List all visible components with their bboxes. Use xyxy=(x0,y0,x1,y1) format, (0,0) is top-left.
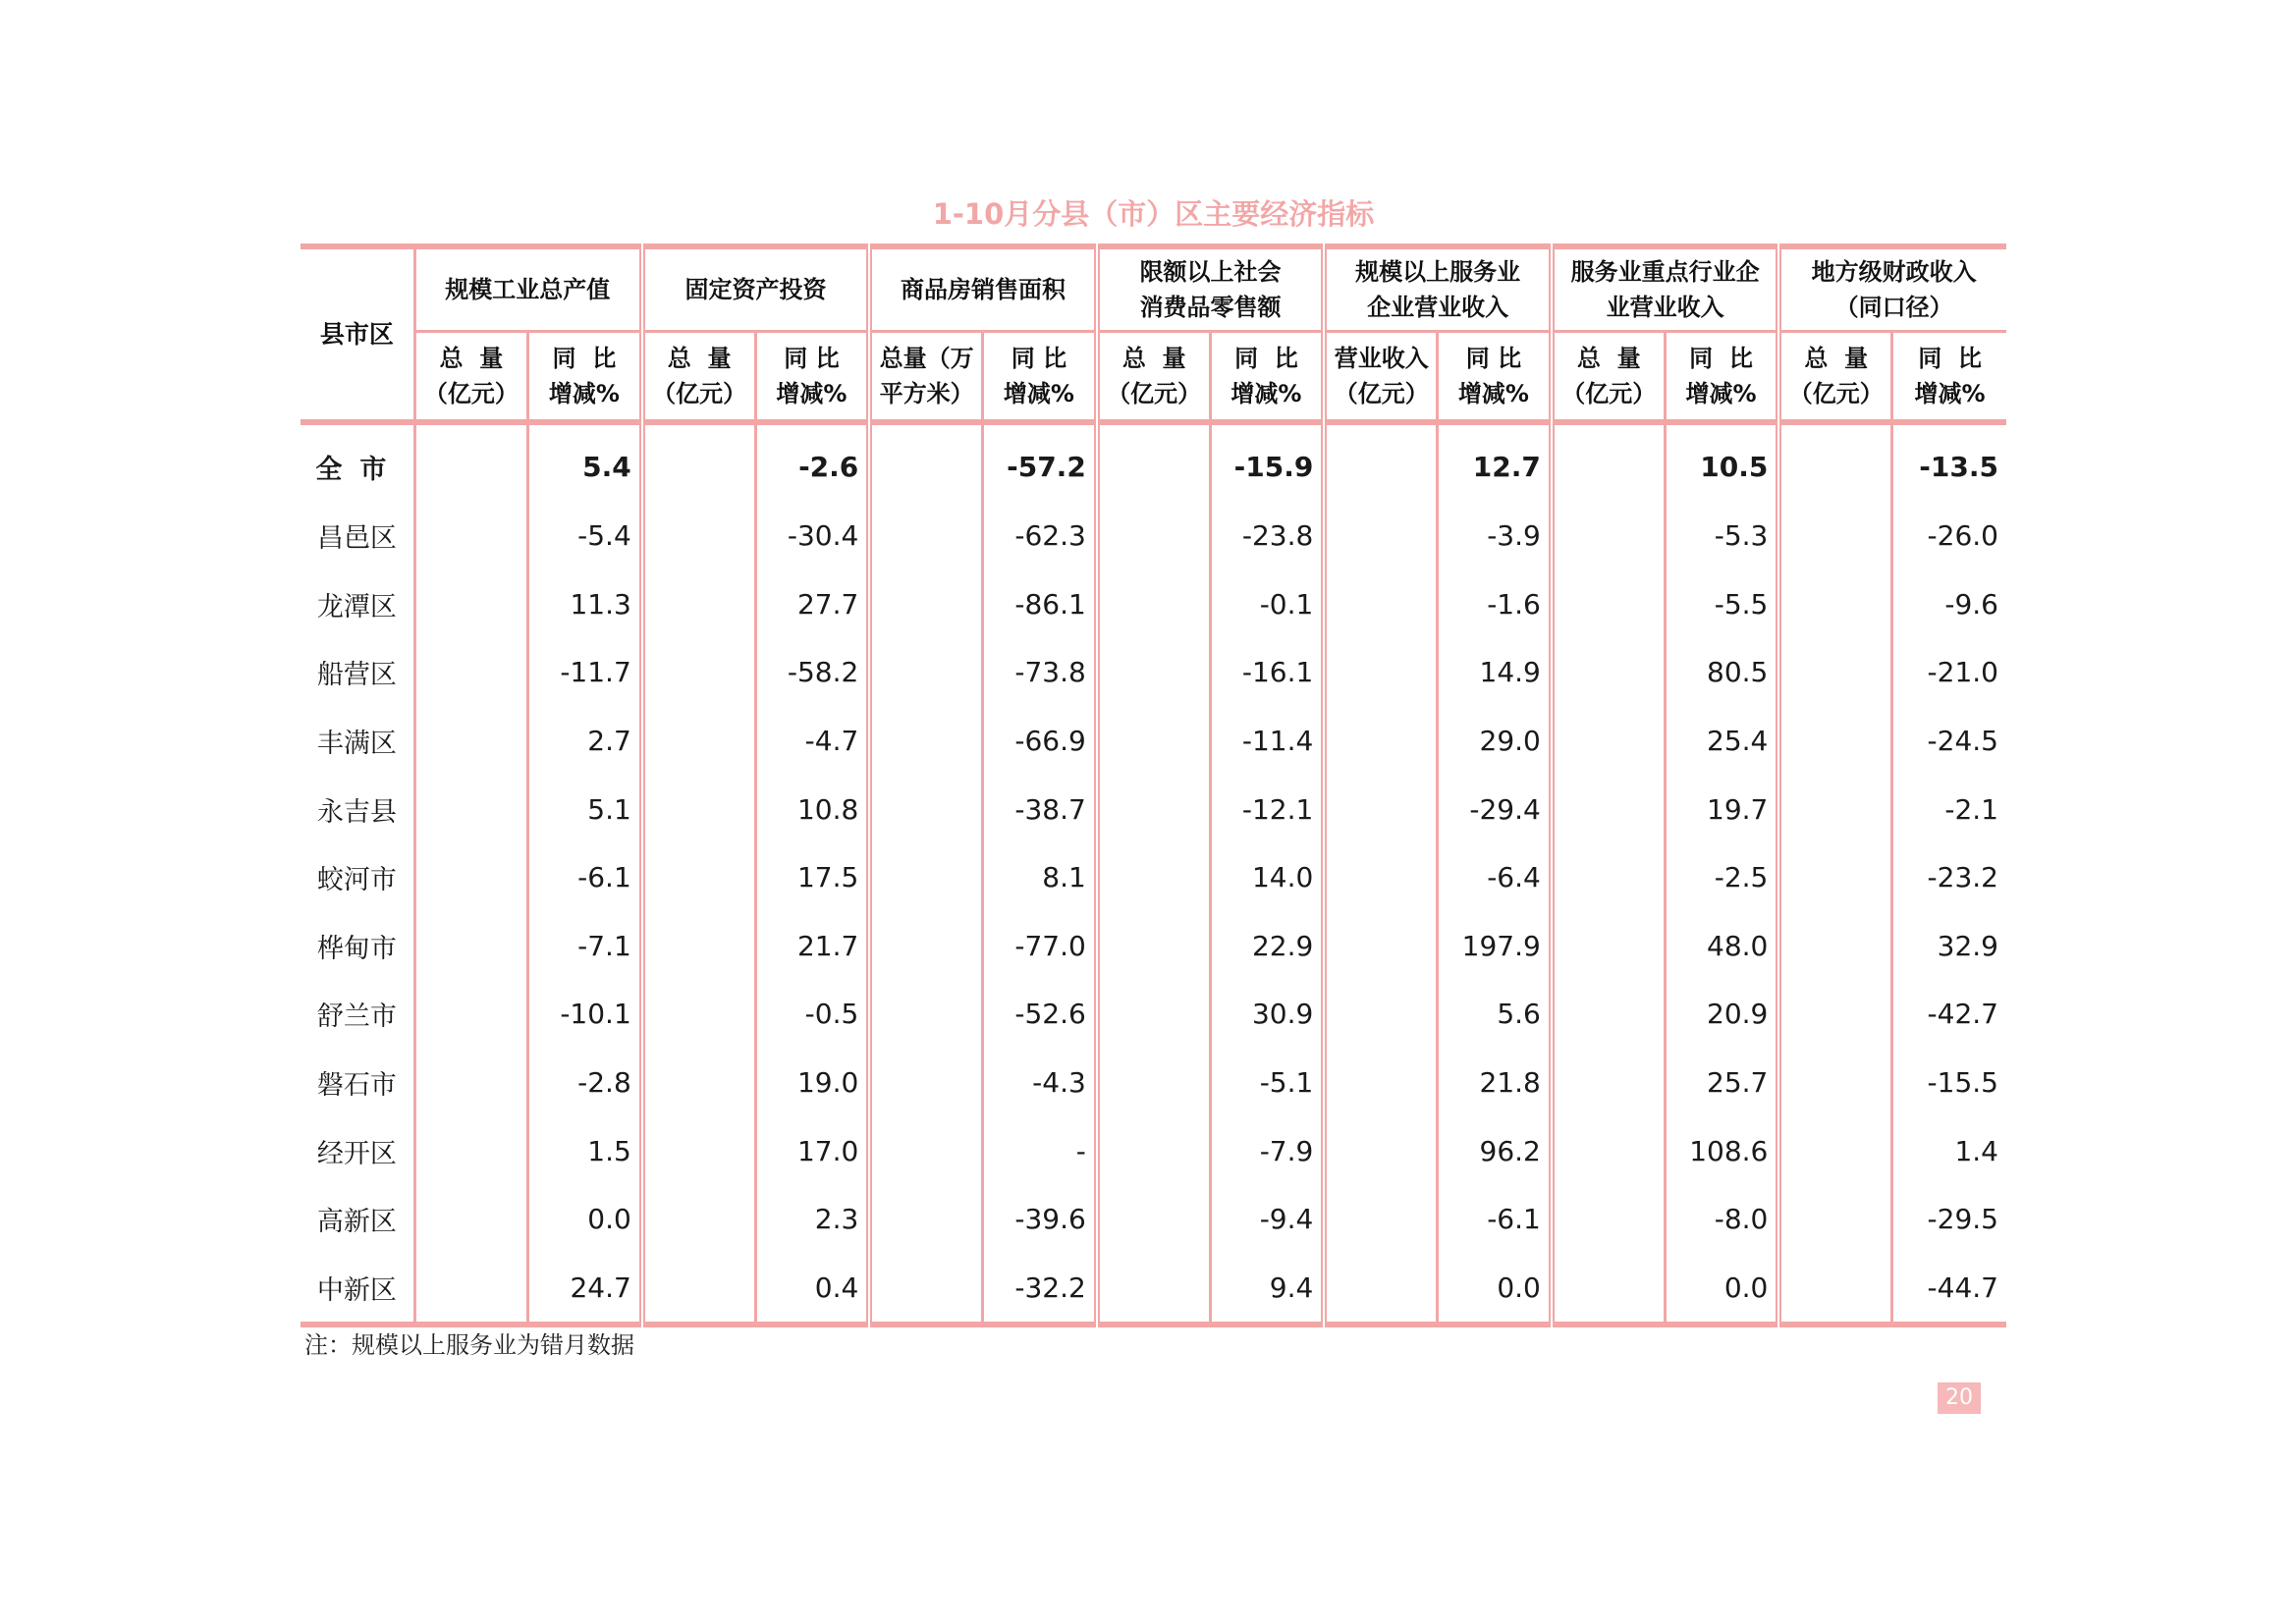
column-group-fiscal-revenue: 地方级财政收入 （同口径） xyxy=(1778,246,2006,332)
page-title: 1-10月分县（市）区主要经济指标 xyxy=(932,197,1375,231)
region-name: 高新区 xyxy=(316,1207,397,1238)
cell-key-service-revenue-total xyxy=(1552,980,1665,1049)
region-name: 龙潭区 xyxy=(316,591,397,622)
subheader-total: 总量（万 平方米） xyxy=(869,332,982,423)
cell-fixed-asset-investment-yoy: 17.0 xyxy=(755,1116,869,1185)
table-row xyxy=(301,422,2006,502)
cell-fixed-asset-investment-total xyxy=(642,1049,755,1117)
cell-fixed-asset-investment-total xyxy=(642,707,755,776)
cell-housing-sales-area-total xyxy=(869,980,982,1049)
cell-retail-sales-total xyxy=(1097,1254,1210,1325)
cell-service-revenue-total xyxy=(1324,1116,1437,1185)
cell-industrial-output-total xyxy=(414,502,527,570)
cell-retail-sales-yoy: 22.9 xyxy=(1210,912,1324,981)
cell-fiscal-revenue-yoy: 1.4 xyxy=(1892,1116,2006,1185)
cell-key-service-revenue-yoy: 20.9 xyxy=(1665,980,1778,1049)
cell-key-service-revenue-total xyxy=(1552,638,1665,707)
cell-service-revenue-yoy: -6.4 xyxy=(1438,843,1552,912)
cell-service-revenue-yoy: 21.8 xyxy=(1438,1049,1552,1117)
cell-retail-sales-total xyxy=(1097,775,1210,843)
subheader-yoy: 同 比 增减% xyxy=(1665,332,1778,423)
region-name: 蛟河市 xyxy=(316,865,397,896)
cell-retail-sales-total xyxy=(1097,980,1210,1049)
cell-service-revenue-total xyxy=(1324,1185,1437,1254)
cell-key-service-revenue-yoy: -5.5 xyxy=(1665,570,1778,639)
cell-housing-sales-area-yoy: -32.2 xyxy=(983,1254,1097,1325)
cell-retail-sales-yoy: -15.9 xyxy=(1210,422,1324,502)
subheader-total: 营业收入 （亿元） xyxy=(1324,332,1437,423)
cell-retail-sales-total xyxy=(1097,912,1210,981)
cell-key-service-revenue-total xyxy=(1552,843,1665,912)
cell-fixed-asset-investment-yoy: 19.0 xyxy=(755,1049,869,1117)
cell-industrial-output-yoy: 1.5 xyxy=(528,1116,642,1185)
cell-fiscal-revenue-yoy: -24.5 xyxy=(1892,707,2006,776)
cell-industrial-output-yoy: 24.7 xyxy=(528,1254,642,1325)
header-row-groups xyxy=(301,246,2006,332)
cell-key-service-revenue-yoy: 19.7 xyxy=(1665,775,1778,843)
cell-fixed-asset-investment-total xyxy=(642,1185,755,1254)
cell-service-revenue-total xyxy=(1324,570,1437,639)
region-name: 经开区 xyxy=(316,1138,397,1169)
cell-service-revenue-yoy: 14.9 xyxy=(1438,638,1552,707)
cell-fiscal-revenue-yoy: 32.9 xyxy=(1892,912,2006,981)
cell-service-revenue-total xyxy=(1324,775,1437,843)
cell-fixed-asset-investment-total xyxy=(642,422,755,502)
cell-fiscal-revenue-total xyxy=(1778,1185,1891,1254)
cell-key-service-revenue-total xyxy=(1552,775,1665,843)
cell-industrial-output-yoy: 0.0 xyxy=(528,1185,642,1254)
cell-service-revenue-total xyxy=(1324,980,1437,1049)
cell-service-revenue-yoy: 12.7 xyxy=(1438,422,1552,502)
cell-service-revenue-yoy: 29.0 xyxy=(1438,707,1552,776)
cell-fixed-asset-investment-yoy: -2.6 xyxy=(755,422,869,502)
cell-service-revenue-yoy: -29.4 xyxy=(1438,775,1552,843)
column-group-housing-sales-area: 商品房销售面积 xyxy=(869,246,1097,332)
cell-key-service-revenue-yoy: -8.0 xyxy=(1665,1185,1778,1254)
cell-fixed-asset-investment-yoy: -4.7 xyxy=(755,707,869,776)
cell-key-service-revenue-total xyxy=(1552,1049,1665,1117)
table-row xyxy=(301,707,2006,776)
cell-fixed-asset-investment-yoy: 17.5 xyxy=(755,843,869,912)
cell-retail-sales-yoy: -5.1 xyxy=(1210,1049,1324,1117)
cell-fixed-asset-investment-yoy: 10.8 xyxy=(755,775,869,843)
cell-housing-sales-area-total xyxy=(869,1185,982,1254)
cell-key-service-revenue-total xyxy=(1552,570,1665,639)
cell-fixed-asset-investment-yoy: 0.4 xyxy=(755,1254,869,1325)
cell-retail-sales-total xyxy=(1097,1116,1210,1185)
cell-housing-sales-area-total xyxy=(869,843,982,912)
cell-retail-sales-total xyxy=(1097,638,1210,707)
cell-housing-sales-area-yoy: -66.9 xyxy=(983,707,1097,776)
cell-industrial-output-total xyxy=(414,1116,527,1185)
cell-key-service-revenue-yoy: 0.0 xyxy=(1665,1254,1778,1325)
cell-fiscal-revenue-yoy: -29.5 xyxy=(1892,1185,2006,1254)
cell-retail-sales-yoy: -23.8 xyxy=(1210,502,1324,570)
cell-fiscal-revenue-total xyxy=(1778,775,1891,843)
cell-fiscal-revenue-yoy: -21.0 xyxy=(1892,638,2006,707)
region-name: 桦甸市 xyxy=(316,933,397,964)
cell-housing-sales-area-total xyxy=(869,707,982,776)
cell-fiscal-revenue-total xyxy=(1778,422,1891,502)
cell-industrial-output-yoy: 5.4 xyxy=(528,422,642,502)
cell-housing-sales-area-total xyxy=(869,570,982,639)
cell-key-service-revenue-total xyxy=(1552,422,1665,502)
cell-retail-sales-yoy: -16.1 xyxy=(1210,638,1324,707)
table-row xyxy=(301,570,2006,639)
region-name: 昌邑区 xyxy=(316,523,397,555)
column-group-key-service-revenue: 服务业重点行业企 业营业收入 xyxy=(1552,246,1779,332)
cell-fiscal-revenue-yoy: -15.5 xyxy=(1892,1049,2006,1117)
cell-industrial-output-total xyxy=(414,707,527,776)
cell-key-service-revenue-total xyxy=(1552,912,1665,981)
cell-fiscal-revenue-yoy: -26.0 xyxy=(1892,502,2006,570)
cell-retail-sales-total xyxy=(1097,502,1210,570)
table-row xyxy=(301,980,2006,1049)
cell-key-service-revenue-yoy: -5.3 xyxy=(1665,502,1778,570)
column-group-industrial-output: 规模工业总产值 xyxy=(414,246,642,332)
cell-fiscal-revenue-total xyxy=(1778,843,1891,912)
table-row xyxy=(301,912,2006,981)
cell-key-service-revenue-total xyxy=(1552,1116,1665,1185)
cell-service-revenue-yoy: 96.2 xyxy=(1438,1116,1552,1185)
cell-housing-sales-area-total xyxy=(869,775,982,843)
cell-housing-sales-area-total xyxy=(869,502,982,570)
cell-housing-sales-area-total xyxy=(869,1116,982,1185)
cell-fixed-asset-investment-yoy: 21.7 xyxy=(755,912,869,981)
cell-retail-sales-total xyxy=(1097,707,1210,776)
cell-service-revenue-yoy: 5.6 xyxy=(1438,980,1552,1049)
cell-retail-sales-yoy: 9.4 xyxy=(1210,1254,1324,1325)
cell-service-revenue-total xyxy=(1324,422,1437,502)
cell-key-service-revenue-yoy: 80.5 xyxy=(1665,638,1778,707)
cell-service-revenue-total xyxy=(1324,843,1437,912)
cell-fixed-asset-investment-total xyxy=(642,775,755,843)
cell-fiscal-revenue-total xyxy=(1778,502,1891,570)
cell-fixed-asset-investment-total xyxy=(642,1116,755,1185)
cell-housing-sales-area-yoy: -77.0 xyxy=(983,912,1097,981)
column-group-retail-sales: 限额以上社会 消费品零售额 xyxy=(1097,246,1325,332)
cell-service-revenue-total xyxy=(1324,707,1437,776)
cell-service-revenue-total xyxy=(1324,638,1437,707)
cell-industrial-output-yoy: -5.4 xyxy=(528,502,642,570)
subheader-total: 总 量 （亿元） xyxy=(1097,332,1210,423)
cell-industrial-output-yoy: 5.1 xyxy=(528,775,642,843)
cell-key-service-revenue-yoy: 25.7 xyxy=(1665,1049,1778,1117)
cell-housing-sales-area-yoy: -39.6 xyxy=(983,1185,1097,1254)
cell-retail-sales-yoy: 30.9 xyxy=(1210,980,1324,1049)
column-header-region: 县市区 xyxy=(301,246,414,422)
cell-retail-sales-total xyxy=(1097,1185,1210,1254)
cell-industrial-output-yoy: 2.7 xyxy=(528,707,642,776)
cell-housing-sales-area-total xyxy=(869,638,982,707)
cell-service-revenue-yoy: -1.6 xyxy=(1438,570,1552,639)
cell-industrial-output-yoy: -2.8 xyxy=(528,1049,642,1117)
cell-fixed-asset-investment-total xyxy=(642,570,755,639)
cell-industrial-output-total xyxy=(414,775,527,843)
table-row xyxy=(301,1254,2006,1325)
cell-fixed-asset-investment-total xyxy=(642,980,755,1049)
cell-retail-sales-yoy: -12.1 xyxy=(1210,775,1324,843)
cell-service-revenue-total xyxy=(1324,912,1437,981)
cell-housing-sales-area-total xyxy=(869,1049,982,1117)
cell-service-revenue-total xyxy=(1324,1254,1437,1325)
cell-key-service-revenue-total xyxy=(1552,1185,1665,1254)
cell-housing-sales-area-yoy: - xyxy=(983,1116,1097,1185)
cell-fixed-asset-investment-total xyxy=(642,843,755,912)
subheader-total: 总 量 （亿元） xyxy=(642,332,755,423)
cell-fixed-asset-investment-yoy: -58.2 xyxy=(755,638,869,707)
cell-industrial-output-total xyxy=(414,1185,527,1254)
cell-fiscal-revenue-yoy: -13.5 xyxy=(1892,422,2006,502)
cell-industrial-output-total xyxy=(414,843,527,912)
cell-housing-sales-area-yoy: -52.6 xyxy=(983,980,1097,1049)
region-name: 舒兰市 xyxy=(316,1001,397,1033)
cell-retail-sales-yoy: 14.0 xyxy=(1210,843,1324,912)
cell-retail-sales-total xyxy=(1097,570,1210,639)
table-row xyxy=(301,775,2006,843)
cell-housing-sales-area-yoy: -4.3 xyxy=(983,1049,1097,1117)
cell-fixed-asset-investment-yoy: -0.5 xyxy=(755,980,869,1049)
cell-key-service-revenue-total xyxy=(1552,707,1665,776)
region-name: 中新区 xyxy=(301,1254,414,1325)
cell-industrial-output-total xyxy=(414,638,527,707)
cell-retail-sales-yoy: -11.4 xyxy=(1210,707,1324,776)
cell-fixed-asset-investment-total xyxy=(642,912,755,981)
cell-fiscal-revenue-total xyxy=(1778,1116,1891,1185)
cell-fiscal-revenue-yoy: -2.1 xyxy=(1892,775,2006,843)
cell-service-revenue-total xyxy=(1324,1049,1437,1117)
cell-housing-sales-area-yoy: -62.3 xyxy=(983,502,1097,570)
cell-key-service-revenue-yoy: 108.6 xyxy=(1665,1116,1778,1185)
cell-housing-sales-area-yoy: 8.1 xyxy=(983,843,1097,912)
cell-industrial-output-total xyxy=(414,980,527,1049)
cell-retail-sales-total xyxy=(1097,422,1210,502)
cell-fiscal-revenue-yoy: -9.6 xyxy=(1892,570,2006,639)
table-row xyxy=(301,502,2006,570)
cell-fiscal-revenue-yoy: -44.7 xyxy=(1892,1254,2006,1325)
cell-key-service-revenue-total xyxy=(1552,1254,1665,1325)
cell-service-revenue-yoy: -3.9 xyxy=(1438,502,1552,570)
header-row-subcolumns xyxy=(301,332,2006,423)
cell-fiscal-revenue-total xyxy=(1778,638,1891,707)
cell-industrial-output-yoy: -7.1 xyxy=(528,912,642,981)
subheader-yoy: 同 比 增减% xyxy=(755,332,869,423)
cell-fiscal-revenue-total xyxy=(1778,1049,1891,1117)
footnote: 注：规模以上服务业为错月数据 xyxy=(304,1331,634,1359)
cell-industrial-output-total xyxy=(414,570,527,639)
cell-retail-sales-yoy: -0.1 xyxy=(1210,570,1324,639)
table-row xyxy=(301,1185,2006,1254)
cell-service-revenue-yoy: 197.9 xyxy=(1438,912,1552,981)
cell-fiscal-revenue-total xyxy=(1778,707,1891,776)
region-name: 丰满区 xyxy=(316,729,397,760)
cell-fiscal-revenue-total xyxy=(1778,980,1891,1049)
column-group-service-revenue: 规模以上服务业 企业营业收入 xyxy=(1324,246,1552,332)
cell-service-revenue-yoy: -6.1 xyxy=(1438,1185,1552,1254)
page-number: 20 xyxy=(1938,1382,1981,1414)
cell-key-service-revenue-total xyxy=(1552,502,1665,570)
region-name: 磐石市 xyxy=(316,1070,397,1102)
cell-retail-sales-yoy: -7.9 xyxy=(1210,1116,1324,1185)
cell-industrial-output-total xyxy=(414,422,527,502)
cell-key-service-revenue-yoy: 25.4 xyxy=(1665,707,1778,776)
cell-housing-sales-area-total xyxy=(869,1254,982,1325)
cell-fiscal-revenue-total xyxy=(1778,1254,1891,1325)
region-name: 全市 xyxy=(315,454,405,485)
cell-fiscal-revenue-total xyxy=(1778,912,1891,981)
region-name: 船营区 xyxy=(316,660,397,691)
cell-retail-sales-total xyxy=(1097,1049,1210,1117)
cell-fixed-asset-investment-yoy: -30.4 xyxy=(755,502,869,570)
cell-service-revenue-yoy: 0.0 xyxy=(1438,1254,1552,1325)
cell-fiscal-revenue-yoy: -42.7 xyxy=(1892,980,2006,1049)
cell-key-service-revenue-yoy: 48.0 xyxy=(1665,912,1778,981)
cell-industrial-output-yoy: -11.7 xyxy=(528,638,642,707)
column-group-fixed-asset-investment: 固定资产投资 xyxy=(642,246,870,332)
cell-industrial-output-total xyxy=(414,912,527,981)
cell-housing-sales-area-total xyxy=(869,422,982,502)
cell-housing-sales-area-yoy: -73.8 xyxy=(983,638,1097,707)
cell-industrial-output-total xyxy=(414,1049,527,1117)
table-row xyxy=(301,638,2006,707)
cell-fixed-asset-investment-total xyxy=(642,502,755,570)
table-body xyxy=(301,422,2006,1325)
subheader-yoy: 同 比 增减% xyxy=(1210,332,1324,423)
subheader-total: 总 量 （亿元） xyxy=(1778,332,1891,423)
cell-retail-sales-total xyxy=(1097,843,1210,912)
subheader-total: 总 量 （亿元） xyxy=(414,332,527,423)
subheader-yoy: 同 比 增减% xyxy=(1438,332,1552,423)
cell-housing-sales-area-yoy: -86.1 xyxy=(983,570,1097,639)
cell-housing-sales-area-yoy: -57.2 xyxy=(983,422,1097,502)
table-row xyxy=(301,1116,2006,1185)
cell-fixed-asset-investment-yoy: 27.7 xyxy=(755,570,869,639)
cell-industrial-output-total xyxy=(414,1254,527,1325)
table-row xyxy=(301,843,2006,912)
cell-fiscal-revenue-total xyxy=(1778,570,1891,639)
cell-industrial-output-yoy: -6.1 xyxy=(528,843,642,912)
subheader-total: 总 量 （亿元） xyxy=(1552,332,1665,423)
indicator-table xyxy=(301,243,2006,1327)
cell-key-service-revenue-yoy: 10.5 xyxy=(1665,422,1778,502)
cell-key-service-revenue-yoy: -2.5 xyxy=(1665,843,1778,912)
cell-industrial-output-yoy: 11.3 xyxy=(528,570,642,639)
cell-fixed-asset-investment-total xyxy=(642,638,755,707)
cell-industrial-output-yoy: -10.1 xyxy=(528,980,642,1049)
cell-fixed-asset-investment-yoy: 2.3 xyxy=(755,1185,869,1254)
subheader-yoy: 同 比 增减% xyxy=(1892,332,2006,423)
cell-retail-sales-yoy: -9.4 xyxy=(1210,1185,1324,1254)
cell-fiscal-revenue-yoy: -23.2 xyxy=(1892,843,2006,912)
region-name: 永吉县 xyxy=(316,796,397,828)
cell-fixed-asset-investment-total xyxy=(642,1254,755,1325)
cell-housing-sales-area-total xyxy=(869,912,982,981)
cell-housing-sales-area-yoy: -38.7 xyxy=(983,775,1097,843)
table-row xyxy=(301,1049,2006,1117)
subheader-yoy: 同 比 增减% xyxy=(528,332,642,423)
subheader-yoy: 同 比 增减% xyxy=(983,332,1097,423)
cell-service-revenue-total xyxy=(1324,502,1437,570)
